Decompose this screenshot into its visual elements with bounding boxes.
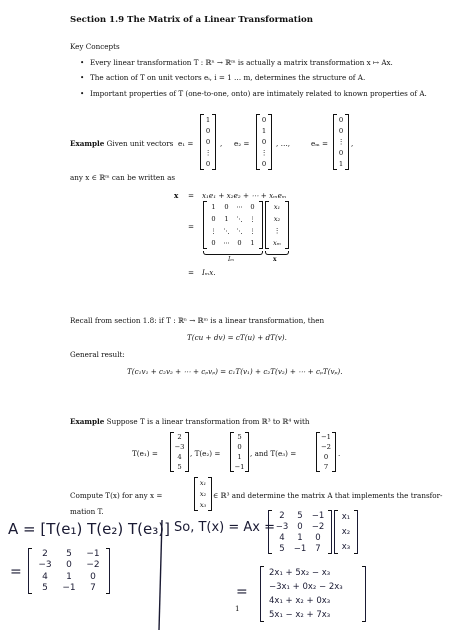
written-as-text: any x ∈ ℝᵐ can be written as [70,173,176,182]
handwritten-equals-2: = [236,584,248,600]
em-label: eₘ = [311,139,328,148]
compute-text-post: ∈ ℝ³ and determine the matrix A that implements the transfor- [213,491,443,500]
te3-entry: 7 [323,463,329,471]
identity-entry: ⋱ [236,227,243,235]
identity-entry: ⋮ [210,227,217,235]
example1-label: Example [70,139,105,148]
x3-entry: x₁ [199,478,207,487]
hand-matrix-entry: −1 [311,510,325,521]
recall-text: Recall from section 1.8: if T : ℝⁿ → ℝᵐ is a linear transformation, then [70,316,325,325]
em-entry: 1 [338,160,344,169]
em-entry: 0 [338,126,344,135]
hand-x-entry: x₂ [341,526,351,537]
te2-entry: 0 [237,443,242,451]
im-x: Iₘx. [202,268,216,277]
hand-matrix-entry: 5 [66,548,72,559]
te3-entry: −1 [320,433,332,441]
e1-label: e₁ = [178,139,194,148]
identity-entry: 1 [250,239,255,247]
te1-entry: 4 [177,453,182,461]
key-concept-bullet-1: • Every linear transformation T : ℝⁿ → ℝᵐ is actually a matrix transformation x ↦ Ax. [90,58,393,67]
identity-entry: 1 [224,215,229,223]
hand-x-entry: x₁ [341,512,351,523]
hand-matrix-entry: −1 [293,543,307,554]
ellipsis: , …, [276,139,291,148]
hand-matrix-entry: 0 [297,521,303,532]
identity-entry: 0 [211,215,216,223]
e1-entry: 0 [205,137,211,146]
handwritten-x-vector [334,510,358,554]
em-entry: 0 [338,115,344,124]
x-entry: ⋮ [273,227,281,235]
hand-matrix-entry: 7 [315,543,321,554]
hand-result-row: 4x₁ + x₂ + 0x₃ [269,596,331,606]
te1-entry: 2 [177,433,182,441]
hand-matrix-entry: 0 [90,571,96,582]
e2-entry: 1 [261,126,267,135]
hand-matrix-entry: −2 [311,521,325,532]
e2-entry: 0 [261,137,267,146]
x-entry: xₘ [272,239,281,247]
em-entry: 0 [338,149,344,158]
handwritten-so-tx: So, T(x) = Ax = [174,520,276,535]
e1-entry: ⋮ [204,149,212,158]
hand-matrix-entry: −3 [275,521,289,532]
equals-sign: = [188,191,195,200]
identity-entry: 0 [211,239,216,247]
comma: , [220,139,223,148]
linear-combination: x₁e₁ + x₂e₂ + ⋯ + xₘeₘ [202,191,287,200]
example2-label: Example [70,417,105,426]
em-entry: ⋮ [337,137,345,146]
hand-matrix-entry: 2 [279,510,285,521]
x3-entry: x₂ [199,489,207,498]
general-formula: T(c₁v₁ + c₂v₂ + ⋯ + cₚvₚ) = c₁T(v₁) + c₂T(v₂) + ⋯ + cₚT(vₚ). [127,367,343,376]
x-entry: x₁ [273,203,281,211]
section-title: Section 1.9 The Matrix of a Linear Transformation [70,15,313,25]
compute-text-pre: Compute T(x) for any x = [70,491,163,500]
e1-entry: 0 [205,160,211,169]
example2-text: Suppose T is a linear transformation from ℝ³ to ℝ⁴ with [106,417,310,426]
identity-entry: ⋮ [249,215,256,223]
hand-matrix-entry: 1 [297,532,303,543]
brace-label-x: x [273,256,277,263]
hand-matrix-entry: −2 [86,560,100,571]
identity-entry: 0 [250,203,255,211]
key-concept-bullet-3: • Important properties of T (one-to-one, onto) are intimately related to known properties of A. [90,89,427,98]
hand-matrix-entry: −1 [62,583,76,594]
te3-label: , and T(e₃) = [250,449,297,458]
hand-matrix-entry: −1 [86,548,100,559]
e2-entry: 0 [261,115,267,124]
e2-label: e₂ = [234,139,250,148]
hand-matrix-entry: 5 [279,543,285,554]
identity-entry: ⋱ [236,215,243,223]
equals-sign: = [188,268,195,277]
handwritten-result-vector [260,566,366,622]
general-result-label: General result: [70,350,125,359]
hand-matrix-entry: 0 [66,560,72,571]
identity-entry: ⋯ [223,239,230,247]
x-entry: x₂ [273,215,281,223]
equals-sign: = [188,222,195,231]
hand-matrix-entry: 1 [66,571,72,582]
identity-entry: ⋯ [236,203,243,211]
te1-entry: −3 [174,443,185,451]
x3-entry: x₃ [199,501,207,510]
te2-entry: 5 [237,433,242,441]
key-concept-bullet-2: • The action of T on unit vectors eᵢ, i = 1 … m, determines the structure of A. [90,73,365,82]
hand-result-row: 2x₁ + 5x₂ − x₃ [269,568,331,578]
te2-entry: −1 [234,463,245,471]
identity-entry: 1 [211,203,216,211]
identity-entry: ⋱ [223,227,230,235]
handwritten-matrix-a-2 [268,510,332,554]
period: . [338,449,341,458]
te2-label: , T(e₂) = [190,449,221,458]
te1-entry: 5 [177,463,182,471]
linearity-formula: T(cu + dv) = cT(u) + dT(v). [187,333,287,342]
te3-entry: −2 [320,443,332,451]
hand-matrix-entry: 5 [297,510,303,521]
identity-entry: ⋮ [249,227,256,235]
example1-text: Given unit vectors [106,139,174,148]
e2-entry: ⋮ [260,149,268,158]
e2-entry: 0 [261,160,267,169]
hand-matrix-entry: 4 [279,532,285,543]
hand-x-entry: x₃ [341,541,351,552]
te3-entry: 0 [323,453,329,461]
identity-entry: 0 [237,239,242,247]
e1-entry: 0 [205,126,211,135]
hand-matrix-entry: 4 [42,571,48,582]
hand-matrix-entry: −3 [38,560,52,571]
hand-matrix-entry: 2 [42,548,48,559]
hand-matrix-entry: 5 [42,583,48,594]
te1-label: T(e₁) = [132,449,158,458]
comma: , [351,139,354,148]
hand-result-row: −3x₁ + 0x₂ − 2x₃ [269,582,343,592]
brace-label-im: Iₘ [228,256,235,263]
key-concepts-heading: Key Concepts [70,42,120,51]
hand-matrix-entry: 7 [90,583,96,594]
hand-result-row: 5x₁ − x₂ + 7x₃ [269,610,331,620]
x-lhs: x [174,191,179,200]
compute-text-post-2: mation T. [70,507,104,516]
identity-entry: 0 [224,203,229,211]
te2-entry: 1 [237,453,242,461]
handwritten-a-definition: A = [T(e₁) T(e₂) T(e₃)] [8,520,170,538]
page-number: 1 [235,604,240,613]
e1-entry: 1 [205,115,211,124]
handwritten-equals: = [10,564,22,580]
hand-matrix-entry: 0 [315,532,321,543]
